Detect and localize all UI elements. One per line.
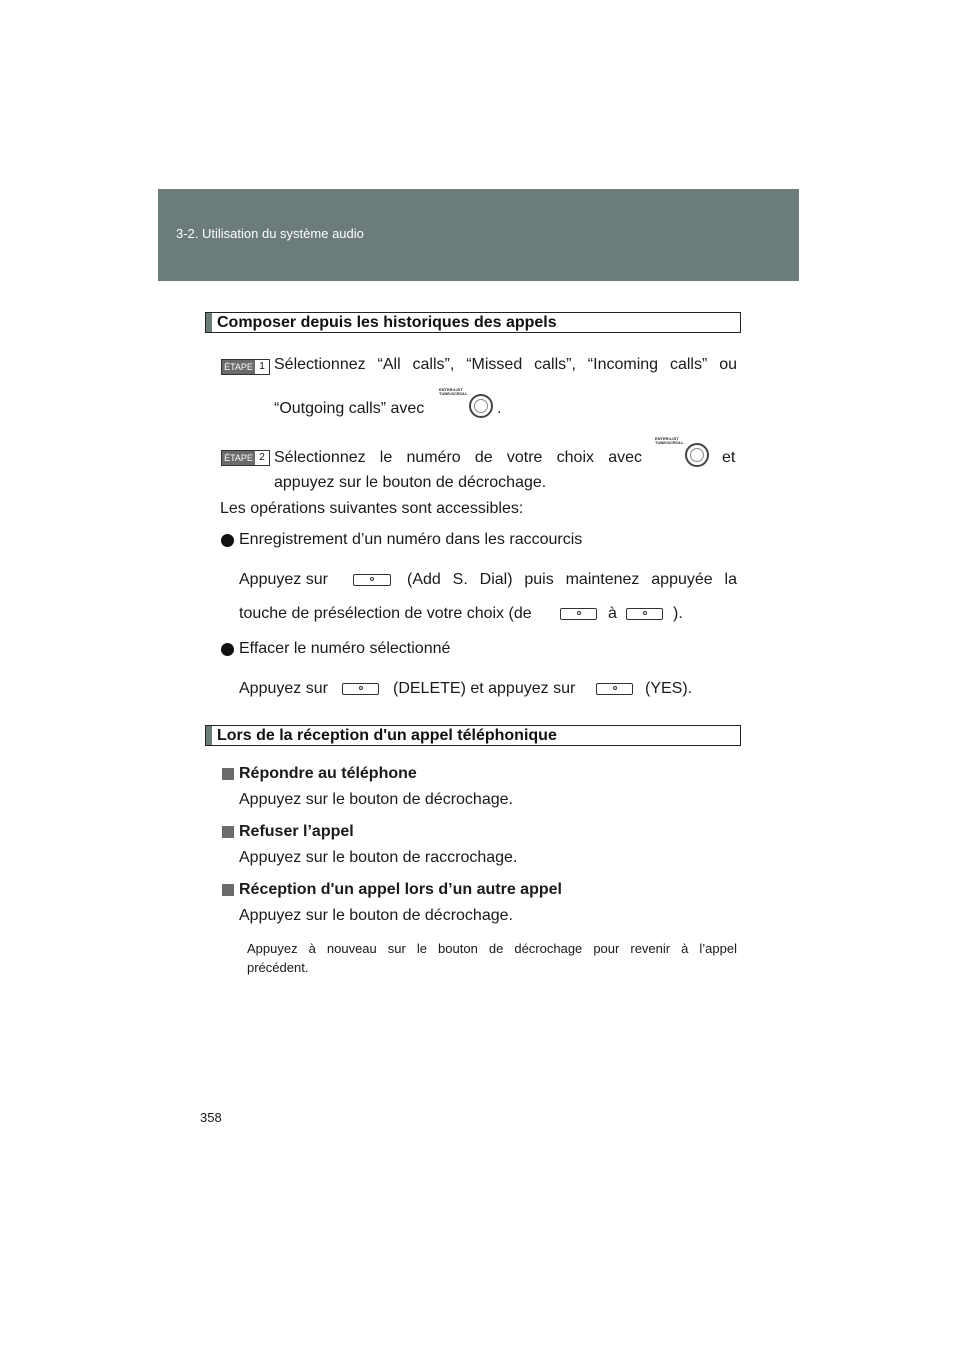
square-bullet-icon <box>222 826 234 838</box>
enter-list-knob-icon <box>439 387 502 428</box>
item-title: Refuser l’appel <box>239 823 354 840</box>
bullet-icon <box>221 643 234 656</box>
knob-caption-top: ENTER•LIST <box>655 436 679 441</box>
bullet-1-line1-b: (Add S. Dial) puis maintenez appuyée la <box>407 571 737 588</box>
section-accent <box>206 313 212 332</box>
section-title-bar-incoming-call <box>205 725 741 746</box>
bullet-2-line1-c: (YES). <box>645 680 693 697</box>
radio-button-icon <box>353 574 391 586</box>
page-number: 358 <box>200 1110 222 1125</box>
square-bullet-icon <box>222 768 234 780</box>
step-2-text-line1: Sélectionnez le numéro de votre choix avec <box>274 449 642 466</box>
step-1-text-line1: Sélectionnez “All calls”, “Missed calls”, “Incoming calls” ou <box>274 356 737 373</box>
step-2-text-et: et <box>722 449 736 466</box>
bullet-2-line1-b: (DELETE) et appuyez sur <box>393 680 576 697</box>
bullet-2-title: Effacer le numéro sélectionné <box>239 640 451 657</box>
step-2-badge <box>221 450 270 466</box>
step-number: 2 <box>255 451 269 465</box>
bullet-icon <box>221 534 234 547</box>
item-text: Appuyez sur le bouton de décrochage. <box>239 791 513 808</box>
radio-button-icon <box>560 608 597 620</box>
step-2-text-line2: appuyez sur le bouton de décrochage. <box>274 474 547 491</box>
step-label: ÉTAPE <box>222 360 255 374</box>
item-text: Appuyez sur le bouton de raccrochage. <box>239 849 518 866</box>
item-text: Appuyez sur le bouton de décrochage. <box>239 907 513 924</box>
bullet-1-line2-b: à <box>608 605 617 622</box>
breadcrumb: 3-2. Utilisation du système audio <box>176 226 364 241</box>
item-title: Répondre au téléphone <box>239 765 417 782</box>
note-line-1: Appuyez à nouveau sur le bouton de décrochage pour revenir à l’appel <box>247 941 737 956</box>
bullet-2-line1-a: Appuyez sur <box>239 680 328 697</box>
step-1-badge <box>221 359 270 375</box>
knob-caption-bottom: TUNE•SCROLL <box>655 440 684 445</box>
knob-caption-top: ENTER•LIST <box>439 387 463 392</box>
enter-list-knob-icon <box>655 437 715 477</box>
operations-intro: Les opérations suivantes sont accessibles: <box>220 500 524 517</box>
step-1-period: . <box>497 400 502 417</box>
radio-button-icon <box>626 608 663 620</box>
bullet-1-line1-a: Appuyez sur <box>239 571 328 588</box>
note-line-2: précédent. <box>247 960 309 975</box>
bullet-1-line2-c: ). <box>673 605 683 622</box>
bullet-1-title: Enregistrement d’un numéro dans les raccourcis <box>239 531 583 548</box>
bullet-1-line2-a: touche de présélection de votre choix (de <box>239 605 532 622</box>
section-title: Lors de la réception d'un appel téléphonique <box>217 727 557 744</box>
item-title: Réception d'un appel lors d’un autre appel <box>239 881 562 898</box>
radio-button-icon <box>596 683 633 695</box>
chapter-header-band <box>158 189 799 281</box>
step-label: ÉTAPE <box>222 451 255 465</box>
radio-button-icon <box>342 683 379 695</box>
section-title: Composer depuis les historiques des appels <box>217 314 557 331</box>
section-title-bar-dial-history <box>205 312 741 333</box>
step-number: 1 <box>255 360 269 374</box>
step-1-text-line2: “Outgoing calls” avec <box>274 400 425 417</box>
knob-caption-bottom: TUNE•SCROLL <box>439 391 468 396</box>
section-accent <box>206 726 212 745</box>
square-bullet-icon <box>222 884 234 896</box>
